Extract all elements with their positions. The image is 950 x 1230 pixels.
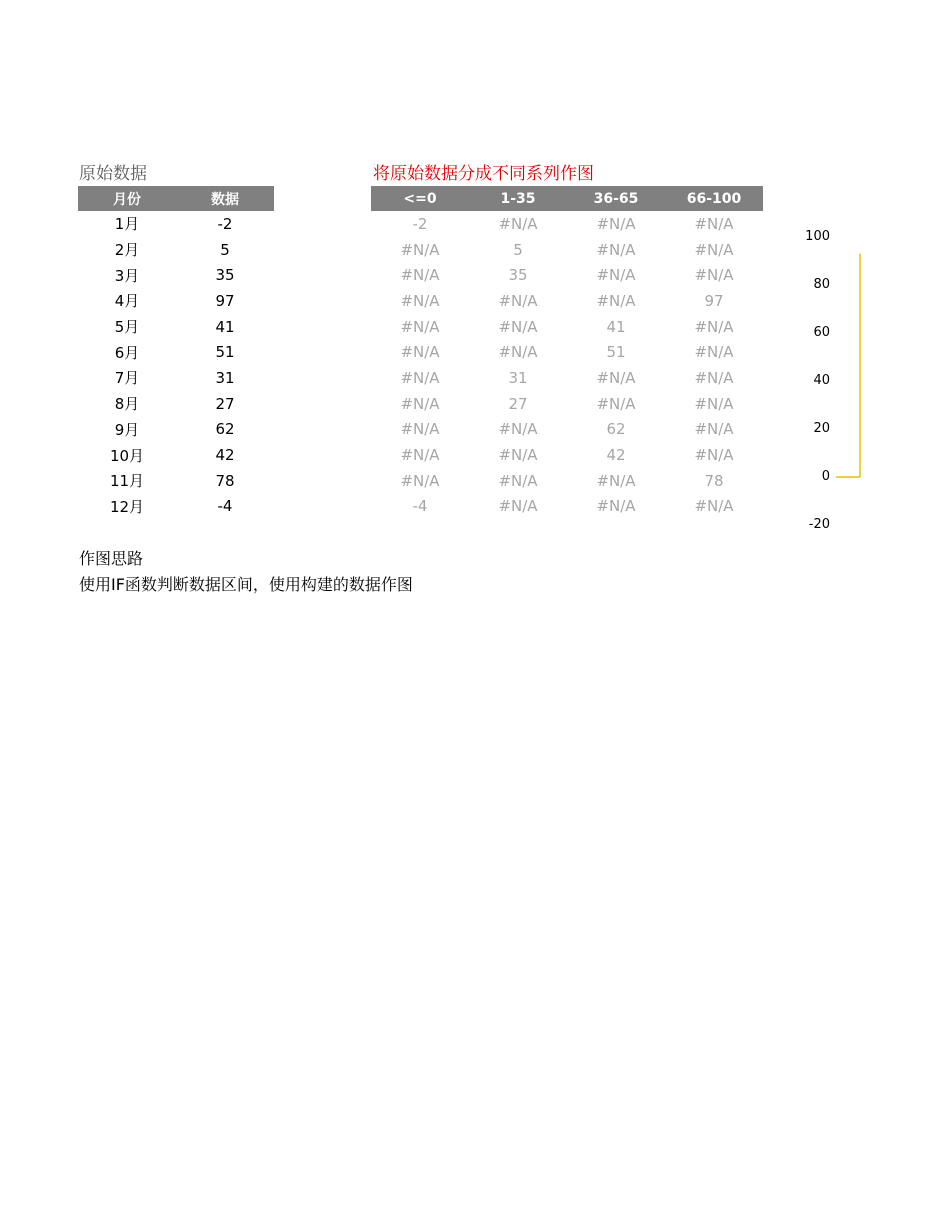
- series-cell: #N/A: [694, 240, 734, 259]
- series-cell: #N/A: [596, 291, 636, 310]
- source-cell: 97: [215, 291, 235, 310]
- source-cell: 5月: [114, 318, 140, 337]
- series-cell: #N/A: [596, 368, 636, 387]
- series-cell: 5: [513, 240, 523, 259]
- chart-plot: [780, 220, 950, 540]
- series-cell: #N/A: [498, 497, 538, 516]
- source-data-title: 原始数据: [79, 164, 147, 184]
- series-split-title: 将原始数据分成不同系列作图: [373, 164, 594, 184]
- source-cell: 35: [215, 266, 235, 285]
- series-cell: #N/A: [498, 420, 538, 439]
- series-cell: 31: [508, 368, 528, 387]
- series-row: [371, 262, 763, 288]
- series-cell: #N/A: [596, 471, 636, 490]
- series-cell: #N/A: [400, 446, 440, 465]
- series-cell: #N/A: [596, 240, 636, 259]
- series-row: [371, 494, 763, 520]
- series-row: [371, 391, 763, 417]
- series-cell: #N/A: [400, 343, 440, 362]
- series-cell: #N/A: [596, 266, 636, 285]
- source-cell: 51: [215, 343, 235, 362]
- notes-heading: 作图思路: [79, 549, 144, 568]
- source-cell: 2月: [114, 241, 140, 260]
- series-cell: 35: [508, 266, 528, 285]
- y-tick-label: 80: [813, 277, 830, 292]
- series-row: [371, 211, 763, 237]
- series-cell: #N/A: [596, 214, 636, 233]
- series-row: [371, 417, 763, 443]
- series-cell: #N/A: [498, 291, 538, 310]
- series-cell: #N/A: [694, 368, 734, 387]
- source-cell: 1月: [114, 215, 140, 234]
- source-cell: 31: [215, 368, 235, 387]
- source-row: [78, 211, 274, 237]
- series-row: [371, 365, 763, 391]
- series-cell: #N/A: [694, 214, 734, 233]
- source-cell: 7月: [114, 369, 140, 388]
- source-cell: 8月: [114, 395, 140, 414]
- series-row: [371, 237, 763, 263]
- source-data-table: [78, 186, 274, 519]
- series-cell: #N/A: [498, 214, 538, 233]
- notes-body: 使用IF函数判断数据区间，使用构建的数据作图: [79, 575, 413, 594]
- series-header-0: <=0: [371, 186, 469, 211]
- source-cell: 42: [215, 446, 235, 465]
- source-header-0: 月份: [78, 186, 176, 211]
- y-tick-label: -20: [808, 517, 830, 532]
- y-tick-label: 20: [813, 421, 830, 436]
- series-cell: #N/A: [596, 497, 636, 516]
- series-cell: 41: [606, 317, 626, 336]
- series-cell: #N/A: [694, 317, 734, 336]
- series-cell: #N/A: [694, 497, 734, 516]
- series-cell: 78: [704, 471, 724, 490]
- source-cell: 5: [220, 240, 230, 259]
- source-row: [78, 237, 274, 263]
- y-tick-label: 100: [805, 229, 830, 244]
- source-row: [78, 494, 274, 520]
- source-cell: 10月: [109, 446, 145, 465]
- series-header-3: 66-100: [665, 186, 763, 211]
- series-cell: #N/A: [498, 471, 538, 490]
- source-row: [78, 339, 274, 365]
- series-cell: -2: [412, 214, 428, 233]
- y-tick-label: 40: [813, 373, 830, 388]
- series-row: [371, 288, 763, 314]
- series-cell: #N/A: [498, 343, 538, 362]
- series-cell: #N/A: [400, 291, 440, 310]
- series-cell: 97: [704, 291, 724, 310]
- source-row: [78, 442, 274, 468]
- source-cell: 62: [215, 420, 235, 439]
- series-cell: 42: [606, 446, 626, 465]
- series-cell: #N/A: [694, 343, 734, 362]
- series-cell: #N/A: [400, 266, 440, 285]
- series-cell: 27: [508, 394, 528, 413]
- chart-area: [780, 220, 950, 540]
- series-row: [371, 442, 763, 468]
- source-cell: 12月: [109, 497, 145, 516]
- series-row: [371, 314, 763, 340]
- series-cell: #N/A: [400, 368, 440, 387]
- series-cell: #N/A: [400, 471, 440, 490]
- series-header-2: 36-65: [567, 186, 665, 211]
- series-cell: #N/A: [694, 446, 734, 465]
- source-row: [78, 391, 274, 417]
- series-row: [371, 468, 763, 494]
- series-cell: #N/A: [694, 394, 734, 413]
- source-cell: 27: [215, 394, 235, 413]
- source-cell: 9月: [114, 420, 140, 439]
- source-cell: 4月: [114, 292, 140, 311]
- source-cell: -2: [217, 214, 233, 233]
- source-cell: -4: [217, 497, 233, 516]
- series-cell: #N/A: [400, 240, 440, 259]
- source-cell: 78: [215, 471, 235, 490]
- series-cell: #N/A: [400, 394, 440, 413]
- series-cell: 51: [606, 343, 626, 362]
- source-row: [78, 314, 274, 340]
- series-table: [371, 186, 763, 519]
- source-row: [78, 417, 274, 443]
- source-cell: 6月: [114, 343, 140, 362]
- source-row: [78, 468, 274, 494]
- series-header-1: 1-35: [469, 186, 567, 211]
- source-cell: 11月: [109, 472, 145, 491]
- y-tick-label: 60: [813, 325, 830, 340]
- series-cell: #N/A: [400, 420, 440, 439]
- source-cell: 41: [215, 317, 235, 336]
- series-row: [371, 339, 763, 365]
- series-cell: #N/A: [694, 266, 734, 285]
- source-row: [78, 288, 274, 314]
- y-tick-label: 0: [821, 469, 830, 484]
- series-cell: 62: [606, 420, 626, 439]
- series-cell: #N/A: [400, 317, 440, 336]
- series-cell: #N/A: [694, 420, 734, 439]
- series-cell: #N/A: [596, 394, 636, 413]
- series-cell: #N/A: [498, 317, 538, 336]
- source-row: [78, 262, 274, 288]
- source-cell: 3月: [114, 266, 140, 285]
- source-header-1: 数据: [176, 186, 274, 211]
- series-cell: #N/A: [498, 446, 538, 465]
- series-cell: -4: [412, 497, 428, 516]
- source-row: [78, 365, 274, 391]
